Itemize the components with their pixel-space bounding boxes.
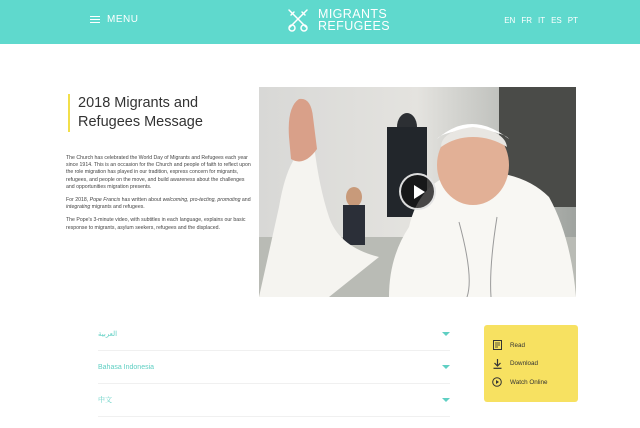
action-panel [484, 325, 578, 402]
intro-paragraph-3: The Pope's 3-minute video, with subtitles in each language, explains our basic response to migrants, asylum seekers, refugees and the displaced. [66, 217, 246, 231]
lang-es[interactable]: ES [551, 16, 562, 25]
play-circle-icon [492, 377, 502, 387]
intro-paragraph-2: For 2018, Pope Francis has written about welcoming, pro-tecting, promoting and integrating migrants and refugees. [66, 197, 251, 211]
language-name: 中文 [98, 397, 112, 404]
download-button[interactable] [492, 355, 578, 374]
language-name: العربية [98, 331, 118, 338]
page-title: 2018 Migrants and Refugees Message [78, 95, 203, 130]
watch-online-label: Watch Online [510, 378, 548, 386]
language-name: Bahasa Indonesia [98, 363, 155, 371]
crossed-keys-icon [284, 6, 312, 34]
chevron-down-icon [442, 332, 450, 336]
logo-text: MIGRANTS REFUGEES [318, 7, 390, 33]
chevron-down-icon [442, 365, 450, 369]
lang-pt[interactable]: PT [567, 16, 578, 25]
language-list [98, 318, 450, 417]
watch-online-button[interactable] [492, 373, 578, 392]
hamburger-icon [90, 16, 100, 23]
lang-fr[interactable]: FR [521, 16, 532, 25]
lang-en[interactable]: EN [504, 16, 516, 25]
chevron-down-icon [442, 398, 450, 402]
intro-paragraph-1: The Church has celebrated the World Day of Migrants and Refugees each year since 1914. This is an occasion for the Church and people of faith to reflect upon the role migration has played in our tradition, express concern for migrants, refugees, and people on the move, and build awareness about the challenges and opportunities migration presents. [66, 155, 251, 190]
language-row-chinese[interactable] [98, 384, 450, 417]
play-icon [414, 185, 425, 199]
language-row-indonesian[interactable] [98, 351, 450, 384]
document-icon [492, 340, 502, 350]
language-switcher [504, 16, 578, 25]
download-label: Download [510, 360, 539, 368]
play-button[interactable] [399, 173, 436, 210]
menu-button[interactable] [90, 14, 138, 25]
read-button[interactable] [492, 336, 578, 355]
menu-label: MENU [107, 14, 139, 25]
site-logo[interactable] [284, 6, 390, 34]
site-header [0, 0, 640, 44]
page-title-block [68, 94, 248, 132]
lang-it[interactable]: IT [537, 16, 546, 25]
read-label: Read [510, 341, 526, 349]
intro-text [66, 155, 252, 238]
download-icon [492, 359, 502, 369]
video-player[interactable] [259, 87, 576, 297]
language-row-arabic[interactable] [98, 318, 450, 351]
